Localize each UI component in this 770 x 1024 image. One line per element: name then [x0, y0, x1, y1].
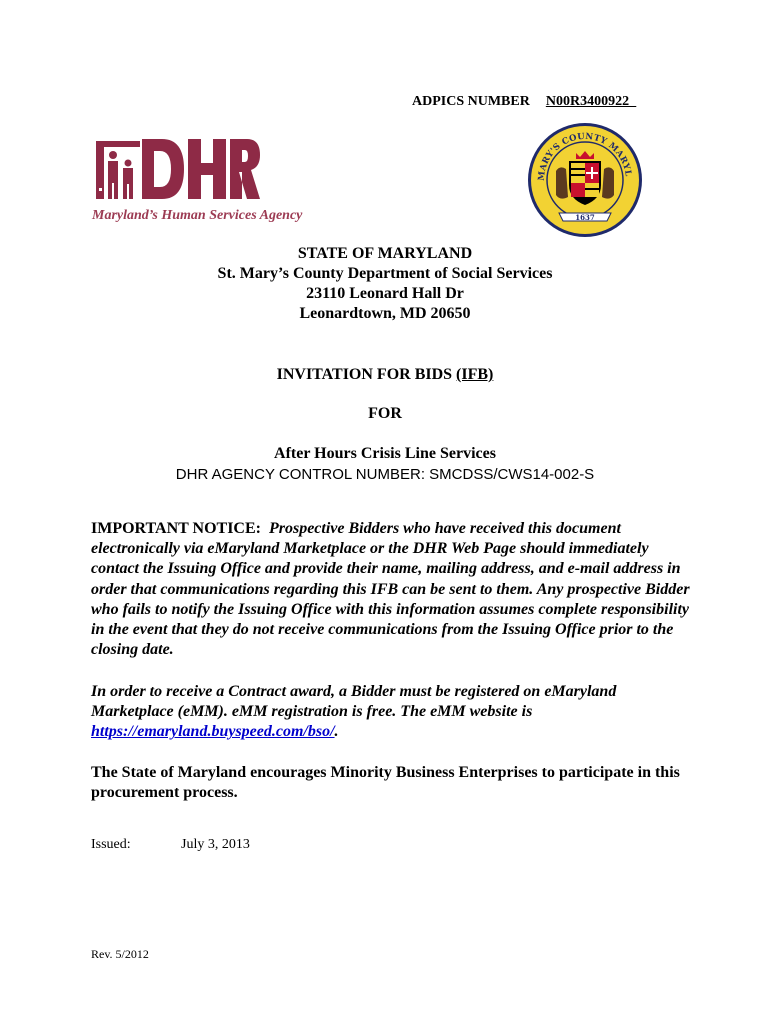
ifb-title	[0, 366, 770, 384]
mbe-paragraph: The State of Maryland encourages Minority Business Enterprises to participate in this procurement process.	[91, 764, 680, 802]
ifb-title-prefix: INVITATION FOR BIDS	[276, 366, 457, 383]
service-name: After Hours Crisis Line Services	[274, 445, 496, 462]
seal-year: 1637	[575, 213, 595, 222]
seal-top-text: MARY'S COUNTY MARYL	[536, 131, 633, 182]
header-street: 23110 Leonard Hall Dr	[306, 285, 464, 302]
notice-body: Prospective Bidders who have received this document electronically via eMaryland Marketplace or the DHR Web Page should immediately contact the Issuing Office and provide their name, mailing address, and e-mail address in order that communications regarding this IFB can be sent to them. Any prospective Bidder who fails to notify the Issuing Office with this information assumes complete responsibility in the event that they do not receive communications from the Issuing Office prior to the closing date.	[91, 520, 690, 659]
emm-link[interactable]: https://emaryland.buyspeed.com/bso/	[91, 723, 335, 741]
important-notice	[91, 519, 691, 660]
header-department: St. Mary’s County Department of Social Services	[217, 265, 553, 282]
header-state: STATE OF MARYLAND	[297, 245, 473, 262]
logo-tagline: Maryland’s Human Services Agency	[92, 208, 303, 223]
emm-after: .	[334, 723, 339, 741]
revision-note: Rev. 5/2012	[91, 947, 149, 961]
emm-paragraph	[91, 682, 691, 743]
issued-label: Issued:	[91, 837, 131, 852]
header-city: Leonardtown, MD 20650	[299, 305, 471, 322]
notice-label: IMPORTANT NOTICE:	[91, 520, 261, 537]
adpics-label: ADPICS NUMBER	[412, 94, 530, 109]
ifb-title-abbr: (IFB)	[456, 366, 494, 383]
issued-date: July 3, 2013	[181, 837, 250, 852]
emm-text: In order to receive a Contract award, a Bidder must be registered on eMaryland Marketplace (eMM). eMM registration is free. The eMM website is	[91, 683, 617, 721]
county-seal-graphic	[526, 121, 644, 239]
for-label: FOR	[368, 405, 402, 422]
agency-control-number: DHR AGENCY CONTROL NUMBER: SMCDSS/CWS14-002-S	[175, 466, 595, 483]
county-seal	[526, 121, 644, 239]
adpics-number: N00R3400922_	[545, 94, 637, 109]
adpics-line	[412, 94, 636, 110]
dhr-logo	[92, 133, 260, 203]
dhr-logo-graphic	[92, 133, 260, 203]
